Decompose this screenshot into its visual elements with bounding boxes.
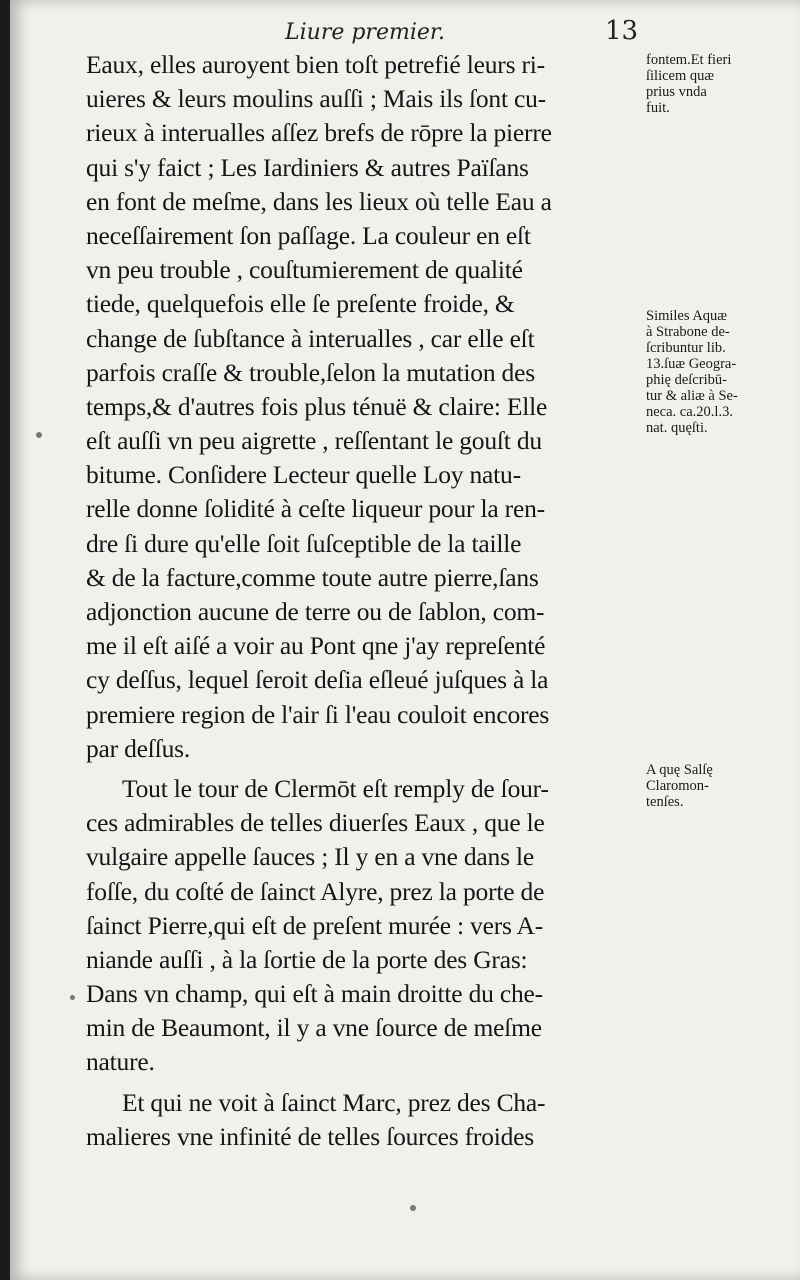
text-line: adjonction aucune de terre ou de ſablon, com-	[86, 597, 545, 626]
text-line: Tout le tour de Clermōt eſt remply de ſour-	[122, 773, 549, 803]
text-line: parfois craſſe & trouble,ſelon la mutation des	[86, 357, 535, 387]
margin-note-line: tur & aliæ à Se-	[646, 388, 738, 404]
margin-note-line: prius vnda	[646, 84, 707, 100]
body-text	[86, 48, 646, 1154]
text-line: en font de meſme, dans les lieux où telle Eau a	[86, 186, 552, 216]
margin-note-line: fuit.	[646, 100, 670, 116]
text-line: dre ſi dure qu'elle ſoit ſuſceptible de la taille	[86, 528, 522, 558]
text-line: tiede, quelquefois elle ſe preſente froide, &	[86, 289, 515, 319]
text-line: niande auſſi , à la ſortie de la porte des Gras:	[86, 944, 528, 974]
text-line: foſſe, du coſté de ſainct Alyre, prez la porte de	[86, 876, 545, 906]
text-line: qui s'y faict ; Les Iardiniers & autres Païſans	[86, 152, 529, 182]
text-line: relle donne ſolidité à ceſte liqueur pour la ren-	[86, 494, 545, 524]
margin-note-line: ſcribuntur lib.	[646, 340, 726, 356]
ink-speck	[70, 995, 75, 1000]
margin-note-2	[646, 308, 796, 436]
book-page	[10, 0, 800, 1280]
text-line: ſainct Pierre,qui eſt de preſent murée : vers A-	[86, 910, 544, 940]
text-line: Eaux, elles auroyent bien toſt petrefié leurs ri-	[86, 50, 545, 79]
margin-note-line: ſilicem quæ	[646, 68, 715, 84]
margin-note-line: 13.ſuæ Geogra-	[646, 356, 737, 372]
text-line: eſt auſſi vn peu aigrette , reſſentant le gouſt du	[86, 426, 542, 456]
margin-note-line: nat. quęſti.	[646, 420, 708, 436]
page-header	[10, 12, 800, 48]
margin-note-3	[646, 762, 796, 810]
text-line: Dans vn champ, qui eſt à main droitte du che-	[86, 979, 543, 1009]
text-line: change de ſubſtance à interualles , car elle eſt	[86, 323, 535, 353]
text-line: vulgaire appelle ſauces ; Il y en a vne dans le	[86, 842, 534, 872]
text-line: vn peu trouble , couſtumierement de qualité	[86, 255, 523, 285]
margin-note-line: à Strabone de-	[646, 324, 730, 340]
running-title: Liure premier.	[285, 20, 445, 45]
text-line: premiere region de l'air ſi l'eau couloit encores	[86, 699, 550, 729]
text-line: bitume. Conſidere Lecteur quelle Loy natu-	[86, 460, 521, 490]
text-line: Et qui ne voit à ſainct Marc, prez des Cha-	[122, 1087, 546, 1117]
text-line: me il eſt aiſé a voir au Pont qne j'ay repreſenté	[86, 631, 546, 661]
text-line: uieres & leurs moulins auſſi ; Mais ils ſont cu-	[86, 84, 546, 114]
margin-note-1	[646, 52, 796, 116]
text-line: & de la facture,comme toute autre pierre,ſans	[86, 562, 539, 592]
margin-note-line: fontem.Et fieri	[646, 52, 732, 68]
text-line: malieres vne infinité de telles ſources froides	[86, 1121, 535, 1151]
ink-speck	[36, 432, 42, 438]
page-number: 13	[605, 16, 639, 46]
text-line: ces admirables de telles diuerſes Eaux , que le	[86, 808, 545, 838]
text-line: temps,& d'autres fois plus ténuë & claire: Elle	[86, 391, 548, 421]
text-line: nature.	[86, 1047, 155, 1077]
text-line: min de Beaumont, il y a vne ſource de meſme	[86, 1013, 542, 1043]
ink-speck	[410, 1205, 416, 1211]
margin-note-line: neca. ca.20.l.3.	[646, 404, 733, 420]
margin-note-line: tenſes.	[646, 794, 684, 810]
text-line: par deſſus.	[86, 733, 191, 763]
margin-note-line: phię deſcribū-	[646, 372, 727, 388]
margin-note-line: Claromon-	[646, 778, 709, 794]
text-line: rieux à interualles aſſez brefs de rōpre la pierre	[86, 118, 552, 148]
margin-note-line: Similes Aquæ	[646, 308, 727, 324]
margin-note-line: A quę Salſę	[646, 762, 713, 778]
text-line: cy deſſus, lequel ſeroit deſia eſleué juſques à la	[86, 665, 549, 695]
text-line: neceſſairement ſon paſſage. La couleur en eſt	[86, 220, 531, 250]
